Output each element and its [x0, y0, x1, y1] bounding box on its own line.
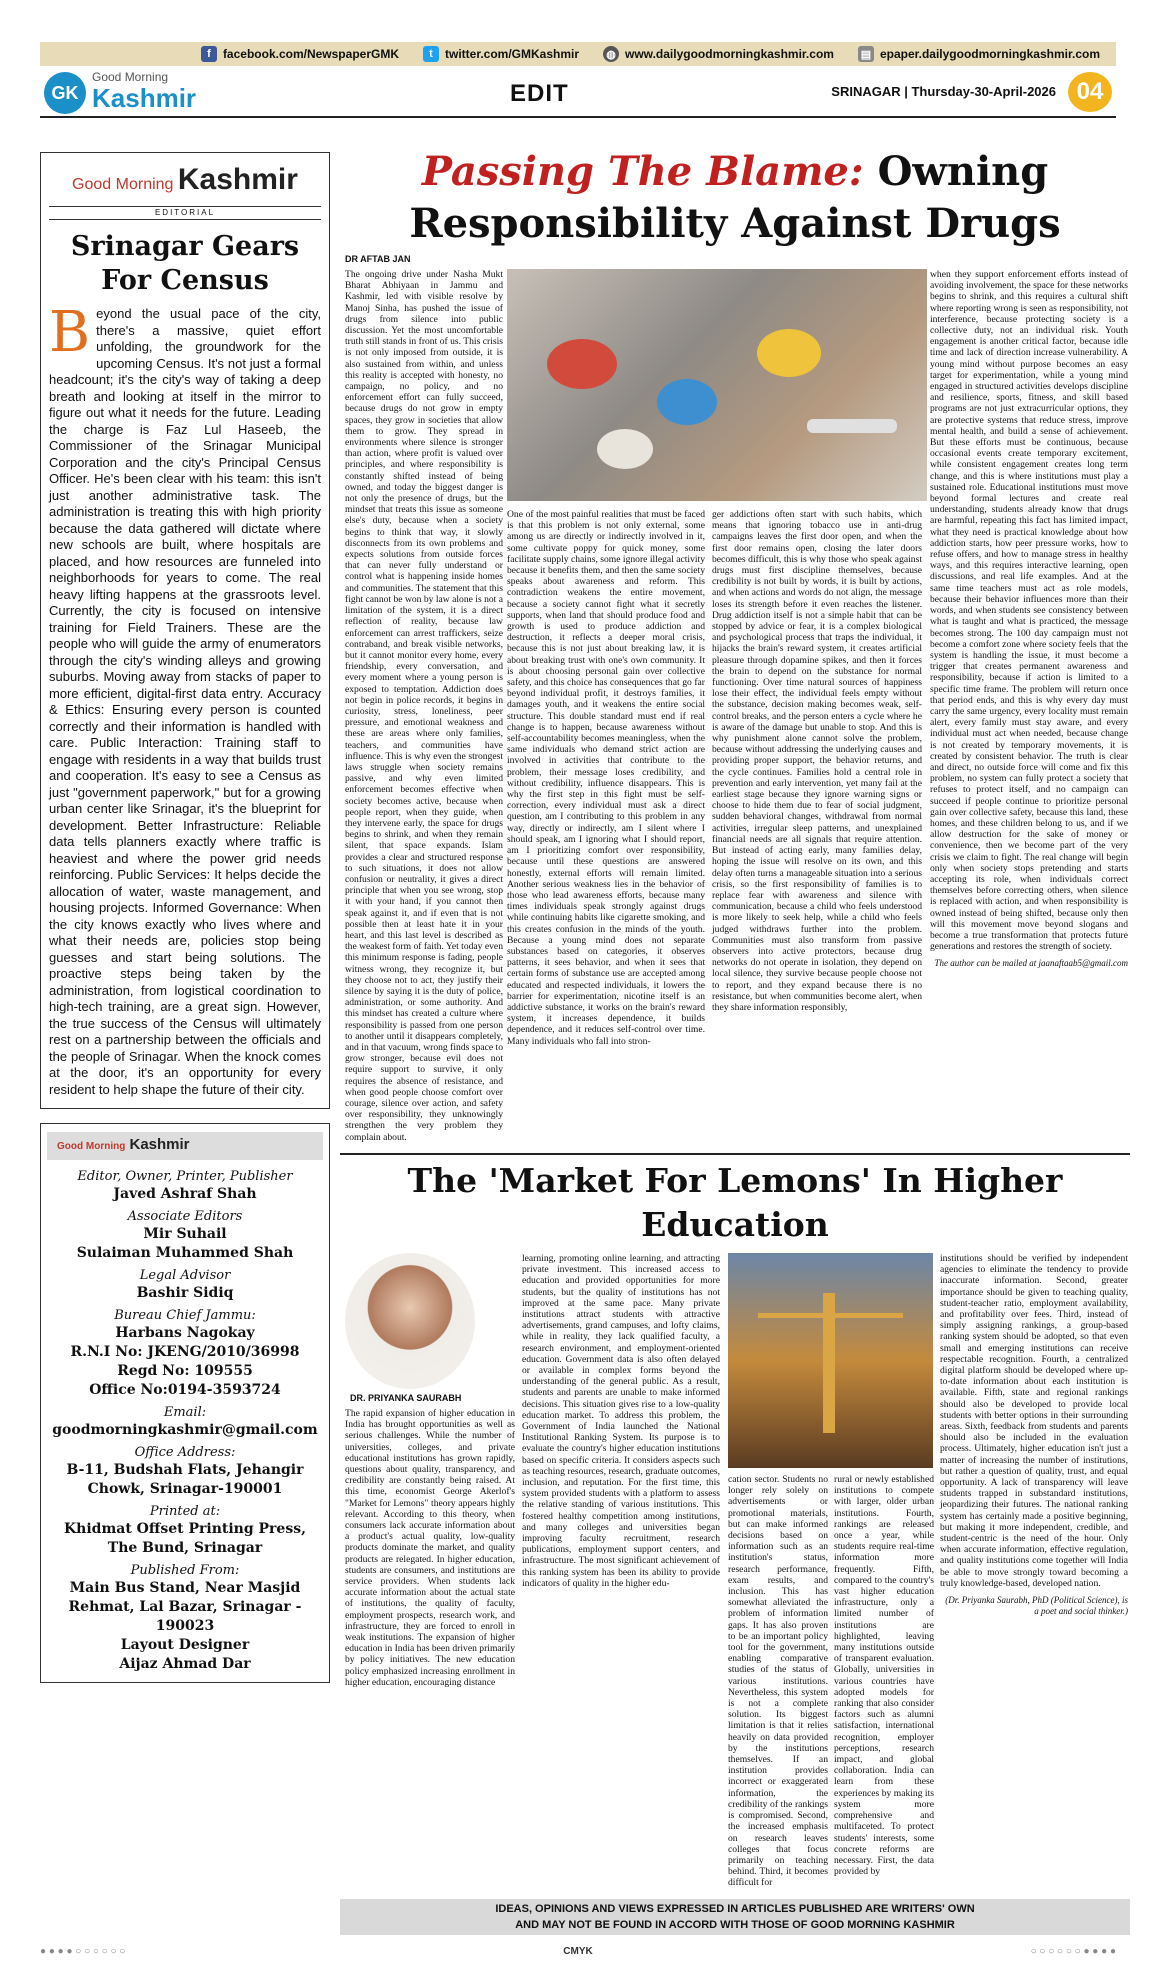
article2-byline: DR. PRIYANKA SAURABH — [350, 1393, 462, 1403]
editorial-box — [40, 152, 330, 1109]
imprint-value: Office No:0194-3593724 — [89, 1382, 281, 1398]
drugs-photo — [507, 269, 927, 501]
imprint-value: Khidmat Offset Printing Press, The Bund, Srinagar — [64, 1521, 306, 1556]
imprint-value: R.N.I No: JKENG/2010/36998 — [70, 1344, 300, 1360]
epaper-icon: ▤ — [858, 46, 874, 62]
article2-column-2: learning, promoting online learning, and attracting private investment. This increased access to education and provided opportunities for more students, but the quality of institutions has not improved at the same pace. Many private institutions attract students with attractive advertisements, grand campuses, and lofty claims, while in reality, they lack qualified faculty, a research environment, and employment-oriented education. Government data is also often delayed or available in complex forms beyond the understanding of the general public. As a result, students and parents are unable to make informed decisions. This situation gives rise to a low-quality education market. To address this problem, the Government of India launched the National Institutional Ranking System. Its purpose is to evaluate the country's higher education institutions based on specific criteria. It considers aspects such as teaching resources, research, graduate outcomes, inclusion, and reputation. For the first time, this system provided students with a platform to assess the relative standing of various institutions. This fostered healthy competition among institutions, and many colleges and universities began improving faculty recruitment, research publications, employment support centers, and infrastructure. The most significant achievement of this ranking system has been its ability to provide indicators of quality in the higher edu- — [522, 1253, 720, 1589]
masthead-logo: Good Morning Kashmir — [92, 70, 197, 113]
color-dots-right: ○ ○ ○ ○ ○ ○ ● ● ● ● — [1030, 1946, 1116, 1957]
imprint-value: Aijaz Ahmad Dar — [119, 1656, 251, 1672]
imprint-role: Office Address: — [134, 1445, 236, 1460]
twitter-icon: t — [423, 46, 439, 62]
imprint-value: Layout Designer — [120, 1637, 250, 1653]
imprint-value: Sulaiman Muhammed Shah — [76, 1245, 294, 1261]
imprint-value: Harbans Nagokay — [115, 1325, 255, 1341]
article2-author-note: (Dr. Priyanka Saurabh, PhD (Political Science), is a poet and social thinker.) — [945, 1595, 1128, 1616]
left-column — [40, 152, 330, 1683]
imprint-box — [40, 1123, 330, 1683]
dateline: SRINAGAR | Thursday-30-April-2026 — [831, 84, 1056, 99]
globe-icon: ◍ — [603, 46, 619, 62]
pill-shape — [547, 339, 617, 389]
facebook-icon: f — [201, 46, 217, 62]
article1-column-1: The ongoing drive under Nasha Mukt Bharat Abhiyaan in Jammu and Kashmir, led with visible resolve by Manoj Sinha, has pushed the issue of drugs from silence into public discussion. Yet the most uncomfortable truth still stands in front of us. This crisis is not only imposed from outside, it is also sustained from within, and unless this reality is accepted with honesty, no campaign, no policy, and no enforcement effort can fully succeed, because drugs do not grow in empty spaces, they grow in societies that allow them to grow. They spread in environments where silence is stronger than action, where profit is valued over principles, and where responsibility is constantly shifted instead of being owned, and today the biggest danger is not only the presence of drugs, but the mindset that treats this issue as someone else's duty, because when a society begins to think that way, it slowly disconnects from its own problems and expects solutions from outside forces that can never fully understand or control what is happening inside homes and communities. The statement that this fight cannot be won by law alone is not a limitation of the system, it is a direct reflection of reality, because law enforcement can arrest traffickers, seize contraband, and break visible networks, but it cannot monitor every home, every friendship, every conversation, and every moment where a young person is exposed to temptation. Addiction does not begin in police records, it begins in curiosity, stress, loneliness, peer pressure, and emotional weakness and these are areas where only families, teachers, and communities have influence. This is why even the strongest laws struggle when society remains passive, and why even limited enforcement becomes effective when society becomes active, because when people report, when they guide, when they intervene early, the space for drugs begins to shrink, and when they remain silent, that space expands. Islam provides a clear and structured response to such situations, it does not allow confusion or neutrality, it gives a direct principle that when you see wrong, stop it with your hand, if you cannot then speak against it, and if even that is not possible then at least hate it in your heart, and this last level is described as the weakest form of faith. Yet today even this minimum response is fading, people witness wrong, they recognize it, but they choose not to act, they justify their silence by saying it is the duty of police, administration, or some authority. And this mindset has created a culture where responsibility is passed from one person to another until it disappears completely, and in that vacuum, wrong finds space to grow stronger, because evil does not require support to survive, it only requires the absence of resistance, and when good people choose comfort over courage, silence over action, and safety over responsibility, they unknowingly strengthen the very problem they complain about. — [345, 269, 503, 1143]
section-divider — [340, 1153, 1130, 1155]
article1-byline: DR AFTAB JAN — [345, 254, 411, 264]
editorial-body: Beyond the usual pace of the city, there's a massive, quiet effort unfolding, the groundwork for the upcoming Census. It's not just a formal headcount; it's the city's way of taking a deep breath and looking at itself in the mirror to figure out what it needs for the future. Leading the charge is Faz Lul Haseeb, the Commissioner of the Srinagar Municipal Corporation and the city's Principal Census Officer. He's been clear with his team: this isn't just another administrative task. The administration is treating this with high priority because the data gathered will dictate where new schools are built, where hospitals are placed, and how resources are funneled into neighborhoods for years to come. The real heavy lifting happens at the grassroots level. Currently, the city is focused on intensive training for Field Trainers. These are the people who will guide the army of enumerators through the city's winding alleys and growing suburbs. Moving away from stacks of paper to more efficient, digital-first data entry. Accuracy & Ethics: Ensuring every person is counted correctly and their information is handled with care. Public Interaction: Training staff to engage with residents in a way that builds trust and cooperation. It's easy to see a Census as just "government paperwork," but for a growing urban center like Srinagar, it's the blueprint for development. Better Infrastructure: Reliable data tells planners exactly where traffic is heaviest and where the power grid needs reinforcing. Public Services: It helps decide the allocation of water, waste management, and housing projects. Informed Governance: When the city knows exactly who lives where and what their needs are, policies stop being guesses and start being solutions. The proactive steps being taken by the administration, from logistical coordination to high-tech training, are a great sign. However, the true success of the Census will ultimately rest on a partnership between the officials and the people of Srinagar. When the knock comes at the door, it's an opportunity for every resident to help shape the future of their city. — [49, 300, 321, 1097]
imprint-value: Javed Ashraf Shah — [113, 1186, 257, 1202]
article1-column-2: One of the most painful realities that must be faced is that this problem is not only external, some among us are directly or indirectly involved in it, some cultivate poppy for quick money, some facilitate supply chains, some ignore illegal activity because it benefits them, and then the same society speaks about awareness and reform. This contradiction weakens the entire movement, because a society cannot fight what it secretly supports, when land that should produce food and growth is used to produce addiction and destruction, it reflects a deeper moral crisis, because this is not just about breaking law, it is about breaking trust with one's own community. It is about choosing personal gain over collective safety, and this choice has consequences that go far beyond individual profit, it destroys families, it damages youth, and it weakens the entire social structure. This double standard must end if real change is to happen, because awareness without self-accountability becomes meaningless, when the same individuals who demand strict action are involved in activities that contribute to the problem, their message loses credibility, and without credibility, influence disappears. This is why the first step in this fight must be self-correction, every individual must ask a direct question, am I contributing to this problem in any way, directly or indirectly, am I silent where I should speak, am I ignoring what I should report, am I prioritizing comfort over responsibility, because until these questions are answered honestly, external efforts will remain limited. Another serious weakness lies in the behavior of those who lead awareness efforts, because many times individuals speak strongly against drugs while continuing habits like cigarette smoking, and this creates confusion in the minds of the youth. Because a young mind does not separate substances based on categories, it observes patterns, it sees behavior, and when it sees that certain forms of substance use are accepted among educated and respected individuals, it lowers the barrier for experimentation, nicotine itself is an addictive substance, it works on the brain's reward system, it increases dependence, it builds dependence, and it reduces self-control over time. Many individuals who fall into stron- — [507, 509, 705, 1047]
imprint-list — [47, 1168, 323, 1674]
section-label: EDIT — [510, 80, 569, 107]
article1-headline: Passing The Blame: Owning Responsibility Against Drugs — [409, 148, 1061, 247]
imprint-role: Editor, Owner, Printer, Publisher — [77, 1169, 293, 1184]
syringe-shape — [807, 419, 897, 433]
twitter-link[interactable]: t twitter.com/GMKashmir — [423, 46, 579, 62]
editorial-title: Srinagar Gears For Census — [70, 231, 300, 296]
imprint-role: Printed at: — [149, 1504, 221, 1519]
imprint-role: Bureau Chief Jammu: — [114, 1308, 256, 1323]
imprint-role: Associate Editors — [127, 1209, 243, 1224]
cmyk-mark: CMYK — [563, 1946, 593, 1957]
facebook-link[interactable]: f facebook.com/NewspaperGMK — [201, 46, 399, 62]
article2-column-1: The rapid expansion of higher education in India has brought opportunities as well as serious challenges. While the number of universities, colleges, and private educational institutions has grown rapidly, questions about quality, transparency, and credibility are constantly being raised. At this time, economist George Akerlof's "Market for Lemons" theory appears highly relevant. According to this theory, when consumers lack accurate information about a product's actual quality, low-quality products dominate the market, and quality products are relegated. In higher education, students are consumers, and institutions are service providers. When students lack accurate information about the actual state of institutions, the quality of faculty, employment prospects, research work, and infrastructure, they are forced to enroll in weak institutions. The expansion of higher education in India has been driven primarily by policy initiatives. The new education policy emphasized increasing enrollment in higher education, encouraging distance — [345, 1408, 515, 1688]
article2-headline: The 'Market For Lemons' In Higher Education — [407, 1161, 1063, 1244]
color-dots-left: ● ● ● ● ○ ○ ○ ○ ○ ○ — [40, 1946, 126, 1957]
author-avatar — [345, 1253, 475, 1389]
education-scales-illustration — [728, 1253, 933, 1468]
imprint-value: Mir Suhail — [143, 1226, 227, 1242]
gk-logo-icon: GK — [44, 72, 86, 114]
article1-column-4: when they support enforcement efforts instead of avoiding involvement, the space for these networks begins to shrink, and this requires a cultural shift where reporting wrong is seen as responsibility, not interference, because protecting society is a collective duty, not an individual risk. Youth engagement is another critical factor, because idle time and lack of direction increase vulnerability. A young mind without purpose becomes an easy target for experimentation, while a young mind engaged in structured activities develops discipline and resilience, sports, fitness, and skill based programs are not just extracurricular options, they are protective systems that reduce stress, improve mental health, and build a sense of achievement. But these efforts must be continuous, because occasional events create temporary excitement, while consistent engagement creates long term change, and this is where institutions must play a sustained role. Educational institutions must move beyond formal lectures and create real understanding, students already know that drugs are harmful, repeating this fact has limited impact, what they need is practical knowledge about how addiction starts, how peer pressure works, how to refuse offers, and how to manage stress in healthy ways, and this requires interactive learning, open discussions, and real life examples. And at the same time teachers must act as role models, because their behavior influences more than their words, and when students see consistency between what is taught and what is practiced, the message becomes strong. The 100 day campaign must not become a comfort zone where society feels that the system is handling the issue, it must become a trigger that creates permanent awareness and responsibility, because if action is limited to a specific time frame. The problem will return once that period ends, and this is why every day must carry the same urgency, every locality must remain alert, every family must stay aware, and every individual must act when needed, because change is not created by temporary movements, it is created by consistent behavior. The truth is clear and direct, no outside force will come and fix this problem, no system can fully protect a society that refuses to protect itself, and no campaign can succeed if people continue to prioritize personal gain over collective safety, because this land, these homes, and these children belong to us, and if we allow destruction for the sake of money or convenience, then we become part of the very crisis we claim to fight. The real change will begin only when society stops pretending and starts accepting its role, when individuals correct themselves before correcting others, when silence is replaced with action, and when responsibility is owned instead of being shifted, because only then will this movement move beyond slogans and become a true transformation that protects future generations and restores the strength of society. — [930, 269, 1128, 953]
article2-column-3: cation sector. Students no longer rely solely on advertisements or promotional materials, but can make informed decisions based on information such as an institution's status, research performance, exam results, and inclusion. This has somewhat alleviated the problem of information gaps. It has also proven to be an important policy tool for the government, enabling comparative studies of the status of various institutions. Nevertheless, this system is not a complete solution. Its biggest limitation is that it relies heavily on data provided by the institutions themselves. If an institution provides incorrect or exaggerated information, the credibility of the rankings is compromised. Second, the increased emphasis on research leaves colleges that focus primarily on teaching behind. Third, it becomes difficult for — [728, 1474, 828, 1889]
article1-author-note: The author can be mailed at jaanaftaab5@gmail.com — [934, 958, 1128, 968]
registration-marks — [40, 1945, 1116, 1959]
imprint-value: Main Bus Stand, Near Masjid Rehmat, Lal Bazar, Srinagar - 190023 — [68, 1580, 302, 1634]
imprint-value: goodmorningkashmir@gmail.com — [52, 1422, 318, 1438]
pill-shape — [597, 429, 653, 469]
article2-column-4: rural or newly established institutions to compete with larger, older urban institutions. Fourth, rankings are released once a year, while students require real-time information more frequently. Fifth, compared to the country's vast higher education infrastructure, only a limited number of institutions are highlighted, leaving many institutions outside of transparent evaluation. Globally, universities in various countries have adopted models for ranking that also consider factors such as alumni satisfaction, international recognition, employer perceptions, research impact, and global collaboration. India can learn from these experiences by making its system more comprehensive and multifaceted. To protect students' interests, some concrete reforms are necessary. First, the data provided by — [834, 1474, 934, 1878]
masthead — [40, 70, 1116, 118]
page-number-badge: 04 — [1068, 72, 1112, 112]
disclaimer-band: IDEAS, OPINIONS AND VIEWS EXPRESSED IN ARTICLES PUBLISHED ARE WRITERS' OWN AND MAY NOT BE FOUND IN ACCORD WITH THOSE OF GOOD MORNING KASHMIR — [340, 1899, 1130, 1935]
imprint-role: Legal Advisor — [139, 1268, 231, 1283]
pill-shape — [657, 379, 717, 425]
imprint-value: Regd No: 109555 — [117, 1363, 253, 1379]
imprint-role: Email: — [163, 1405, 207, 1420]
editorial-tag: EDITORIAL — [49, 206, 321, 220]
editorial-logo: Good Morning Kashmir — [72, 163, 298, 196]
scale-beam — [758, 1313, 903, 1318]
pill-shape — [757, 329, 821, 377]
article2-column-5: institutions should be verified by independent agencies to eliminate the tendency to provide inaccurate information. Second, greater importance should be given to teaching quality, student-teacher ratio, employment availability, and profitability over fees. Third, instead of simply assigning rankings, a group-based ranking system should be adopted, so that even small and emerging institutions can receive respectable recognition. Fourth, a centralized digital platform should be developed where up-to-date information about each institution is available. Fifth, state and regional rankings should also be developed to provide local students with better options in their surrounding areas. Sixth, feedback from students and parents should also be included in the evaluation process. Ultimately, higher education isn't just a matter of increasing the number of institutions, but rather a question of quality, trust, and equal opportunity. A lack of transparency will leave students trapped in substandard institutions, jeopardizing their futures. The national ranking system has certainly made a positive beginning, but making it more independent, credible, and student-centric is the need of the hour. Only when accurate information, effective regulation, and quality institutions come together will India be able to move strongly toward becoming a truly knowledge-based, developed nation. — [940, 1253, 1128, 1589]
imprint-value: Bashir Sidiq — [136, 1285, 234, 1301]
website-link[interactable]: ◍ www.dailygoodmorningkashmir.com — [603, 46, 834, 62]
social-bar — [40, 42, 1116, 66]
epaper-link[interactable]: ▤ epaper.dailygoodmorningkashmir.com — [858, 46, 1100, 62]
imprint-role: Published From: — [130, 1563, 240, 1578]
article1-column-3: ger addictions often start with such habits, which means that ignoring tobacco use in anti-drug campaigns leaves the first door open, and when the first door remains open, closing the later doors becomes difficult, this is why those who speak against drugs must first discipline themselves, because credibility is not built by words, it is built by actions, and when actions and words do not align, the message loses its strength before it even reaches the listener. Drug addiction itself is not a simple habit that can be stopped by advice or fear, it is a complex biological and psychological process that traps the individual, it hijacks the brain's reward system, it creates artificial pleasure through dopamine spikes, and then it forces the brain to depend on the substance for normal functioning. Over time natural sources of happiness lose their effect, the individual feels empty without the substance, decision making becomes weak, self-control breaks, and the person enters a cycle where he is aware of the damage but unable to stop. And this is why punishment alone cannot solve the problem, because without addressing the underlying causes and providing proper support, the behavior returns, and the cycle continues. Families hold a central role in prevention and early intervention, yet many fail at the earliest stage because they ignore warning signs or choose to hide them due to fear of social judgment, sudden behavioral changes, withdrawal from normal activities, irregular sleep patterns, and unexplained financial needs are all signals that require attention. But instead of acting early, many families delay, hoping the issue will resolve on its own, and this delay often turns a manageable situation into a serious crisis, so the first responsibility of families is to replace fear with awareness and silence with communication, because a child who feels understood is more likely to seek help, while a child who feels judged withdraws further into the problem. Communities must also transform from passive observers into active protectors, because drug networks do not operate in isolation, they depend on local silence, they survive because people choose not to report, and they expand because there is no resistance, but when communities become alert, when they share information responsibly, — [712, 509, 922, 1013]
editorial-dropcap: B — [49, 300, 91, 365]
imprint-value: B-11, Budshah Flats, Jehangir Chowk, Srinagar-190001 — [66, 1462, 304, 1497]
imprint-logo: Good Morning Kashmir — [47, 1132, 323, 1160]
